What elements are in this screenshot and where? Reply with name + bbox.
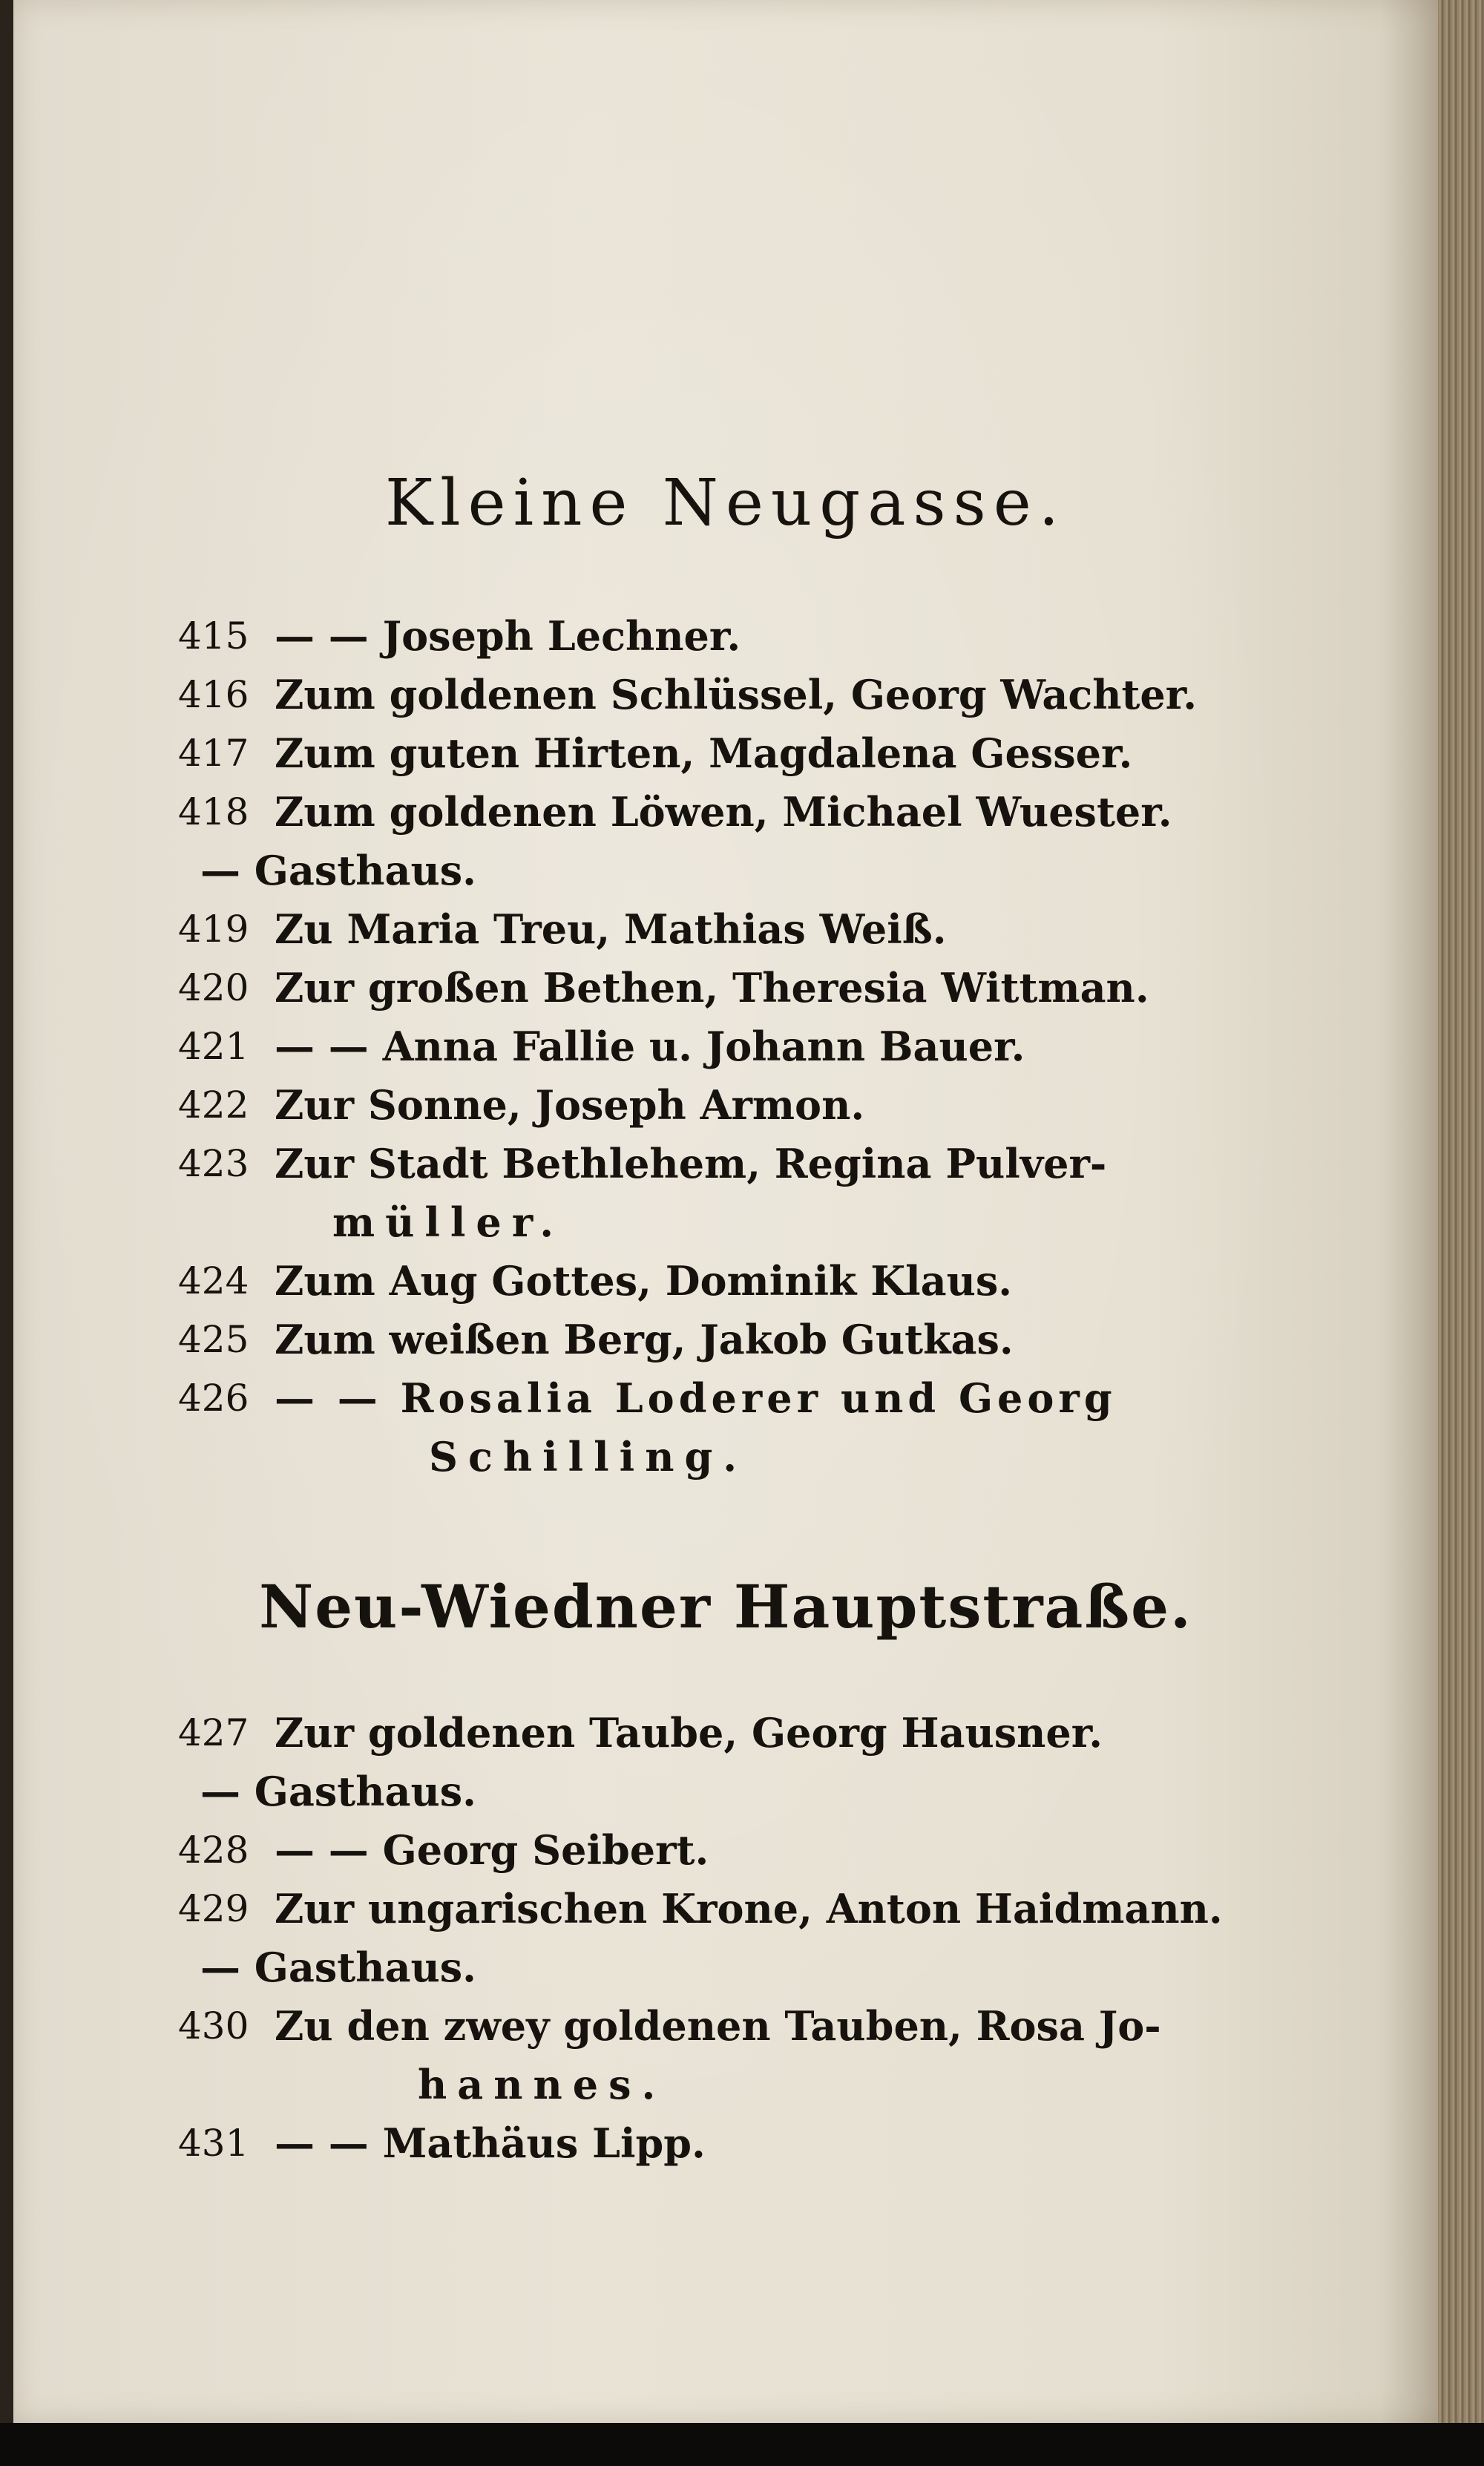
list-item [13, 1880, 1438, 1938]
list-item [13, 959, 1438, 1017]
list-item [13, 1821, 1438, 1880]
house-number: 431 [178, 2122, 249, 2165]
list-item [13, 1762, 1438, 1821]
house-number: 426 [178, 1377, 249, 1420]
entry-text: — Gasthaus. [200, 1768, 476, 1815]
list-item [13, 1704, 1438, 1762]
section-heading-neu-wiedner-hauptstrasse: Neu-Wiedner Hauptstraße. [259, 1572, 1192, 1642]
entry-text: Zum goldenen Löwen, Michael Wuester. [275, 788, 1172, 836]
entry-text: — — Rosalia Loderer und Georg [275, 1374, 1117, 1422]
list-item [13, 1076, 1438, 1135]
house-number: 418 [178, 790, 249, 833]
house-number: 419 [178, 908, 249, 951]
entry-text: Zu Maria Treu, Mathias Weiß. [275, 905, 947, 953]
list-item [13, 1997, 1438, 2114]
house-number: 421 [178, 1025, 249, 1068]
book-page [13, 0, 1438, 2423]
entry-text: — — Mathäus Lipp. [275, 2119, 706, 2167]
house-number: 415 [178, 614, 249, 658]
entry-text: Zur Sonne, Joseph Armon. [275, 1081, 865, 1129]
list-item [13, 1135, 1438, 1252]
list-item [13, 900, 1438, 959]
house-number: 422 [178, 1083, 249, 1127]
entry-text: Zum Aug Gottes, Dominik Klaus. [275, 1257, 1013, 1305]
list-item [13, 842, 1438, 900]
house-number: 429 [178, 1887, 249, 1930]
entry-text: Zu den zwey goldenen Tauben, Rosa Jo- [275, 2002, 1161, 2050]
entry-text: Zum guten Hirten, Magdalena Gesser. [275, 729, 1133, 777]
list-item [13, 1252, 1438, 1311]
list-item [13, 2114, 1438, 2173]
house-number: 416 [178, 673, 249, 716]
house-number: 417 [178, 732, 249, 775]
entry-text: — Gasthaus. [200, 1944, 476, 1991]
list-item [13, 666, 1438, 724]
page-edges [1438, 0, 1484, 2466]
address-list-neu-wiedner-hauptstrasse [13, 1704, 1438, 2173]
list-item [13, 724, 1438, 783]
entry-text: Zur goldenen Taube, Georg Hausner. [275, 1709, 1103, 1757]
house-number: 427 [178, 1711, 249, 1754]
entry-text: Zum weißen Berg, Jakob Gutkas. [275, 1316, 1014, 1363]
entry-text: Zur Stadt Bethlehem, Regina Pulver- [275, 1140, 1107, 1187]
entry-text: Zur ungarischen Krone, Anton Haidmann. [275, 1885, 1223, 1932]
address-list-kleine-neugasse [13, 607, 1438, 1486]
list-item [13, 607, 1438, 666]
entry-continuation: müller. [332, 1198, 565, 1246]
list-item [13, 1311, 1438, 1369]
entry-continuation: hannes. [418, 2061, 666, 2108]
entry-text: — — Joseph Lechner. [275, 612, 741, 660]
list-item [13, 1369, 1438, 1486]
house-number: 430 [178, 2004, 249, 2047]
entry-continuation: Schilling. [429, 1433, 748, 1480]
entry-text: — — Georg Seibert. [275, 1826, 709, 1874]
house-number: 428 [178, 1829, 249, 1872]
entry-text: — Gasthaus. [200, 847, 476, 894]
entry-text: Zur großen Bethen, Theresia Wittman. [275, 964, 1149, 1011]
scan-border [0, 2423, 1484, 2466]
house-number: 425 [178, 1318, 249, 1361]
house-number: 424 [178, 1259, 249, 1302]
house-number: 423 [178, 1142, 249, 1185]
list-item [13, 1017, 1438, 1076]
list-item [13, 1938, 1438, 1997]
entry-text: Zum goldenen Schlüssel, Georg Wachter. [275, 671, 1198, 718]
entry-text: — — Anna Fallie u. Johann Bauer. [275, 1023, 1025, 1070]
section-heading-kleine-neugasse: Kleine Neugasse. [384, 466, 1067, 540]
house-number: 420 [178, 966, 249, 1009]
list-item [13, 783, 1438, 842]
